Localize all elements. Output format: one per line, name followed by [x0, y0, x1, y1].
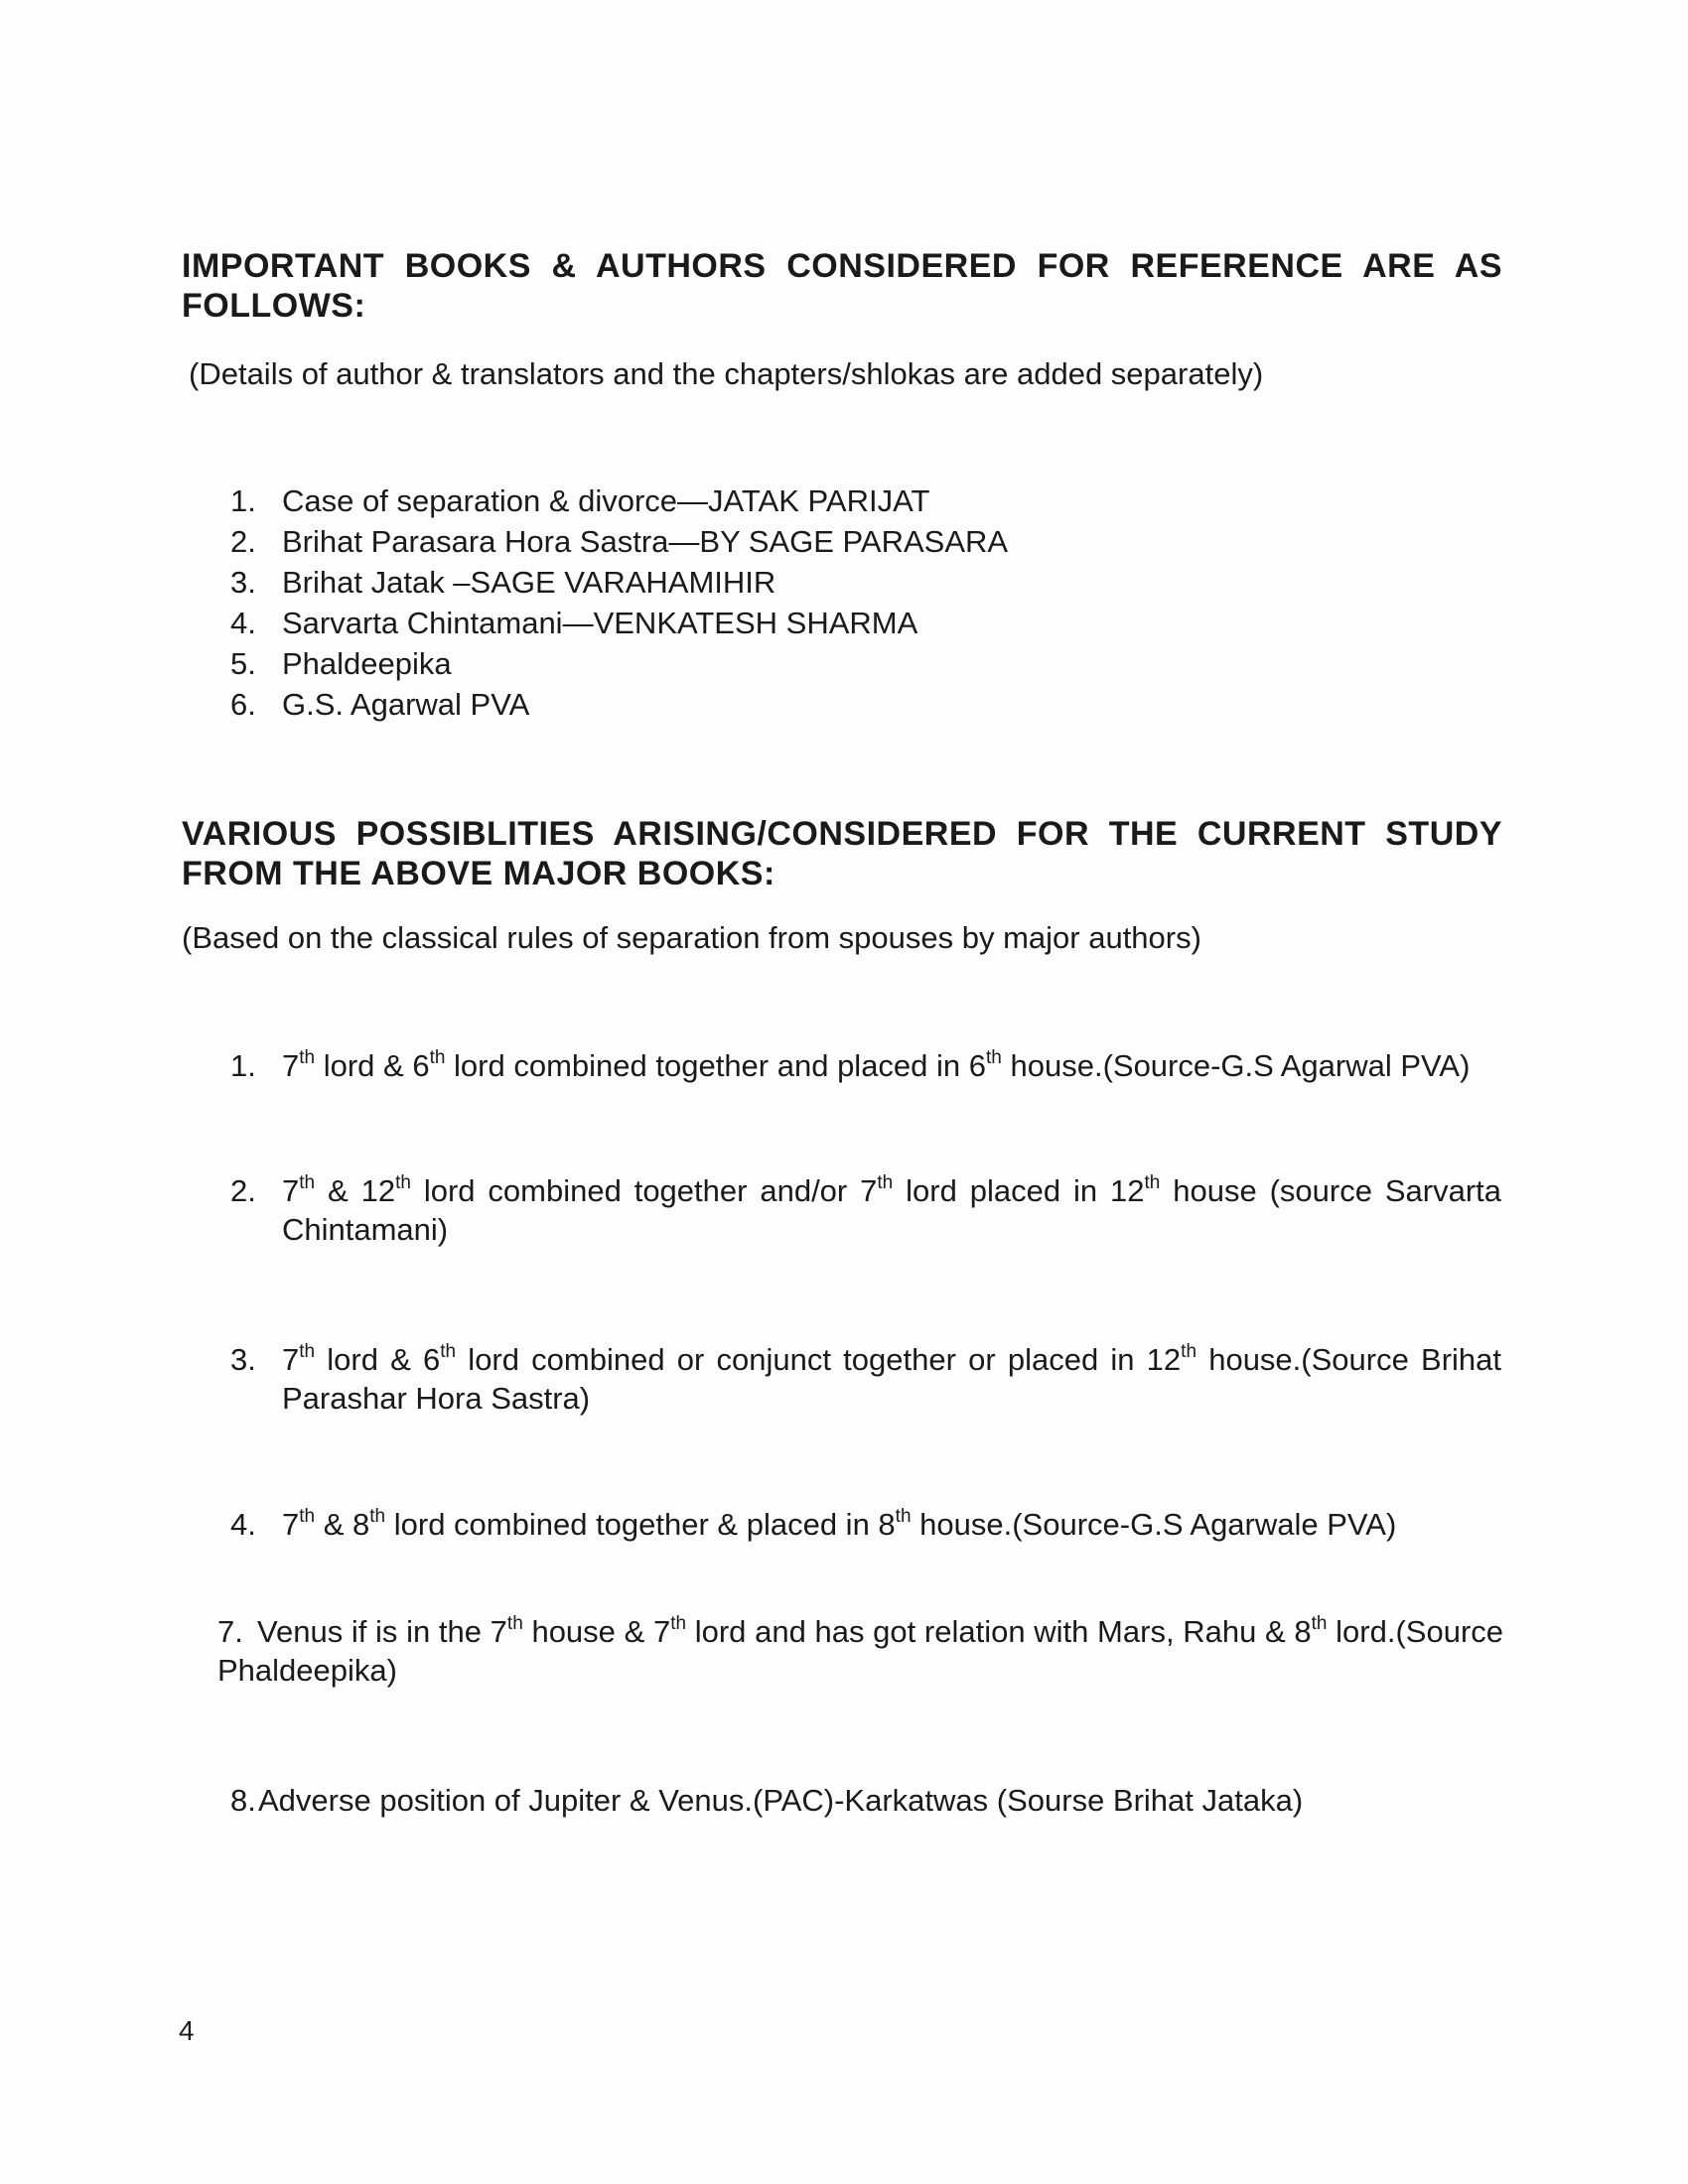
- rule-text: [282, 1171, 1501, 1249]
- list-item: 5. Phaldeepika: [230, 643, 1008, 684]
- section1-heading: IMPORTANT BOOKS & AUTHORS CONSIDERED FOR REFERENCE ARE AS FOLLOWS:: [182, 247, 1502, 325]
- page-number: 4: [179, 2015, 195, 2046]
- rule-text: [217, 1612, 1503, 1690]
- rule-text-segment: 7: [282, 1173, 300, 1208]
- rule-number: 1.: [230, 1048, 256, 1083]
- ordinal-suffix: th: [1181, 1340, 1197, 1362]
- list-item: 6. G.S. Agarwal PVA: [230, 684, 1008, 725]
- rule-text-segment: house & 7: [522, 1614, 671, 1649]
- rule-text-segment: lord combined or conjunct together or placed in 12: [456, 1342, 1182, 1377]
- ordinal-suffix: th: [670, 1612, 687, 1634]
- ordinal-suffix: th: [440, 1340, 457, 1362]
- rule-text-segment: house (source Sarvarta Chintamani): [282, 1173, 1502, 1247]
- ordinal-suffix: th: [1311, 1612, 1328, 1634]
- book-title: G.S. Agarwal PVA: [282, 687, 530, 722]
- rule-text-segment: house.(Source Brihat Parashar Hora Sastra): [282, 1342, 1501, 1416]
- rule-text: [258, 1781, 1501, 1820]
- ordinal-suffix: th: [395, 1171, 411, 1193]
- ordinal-suffix: th: [369, 1505, 386, 1527]
- book-title: Brihat Parasara Hora Sastra—BY SAGE PARASARA: [282, 524, 1009, 559]
- ordinal-suffix: th: [429, 1046, 446, 1068]
- rule-text-segment: Adverse position of Jupiter & Venus.(PAC)-Karkatwas (Sourse Brihat Jataka): [258, 1783, 1304, 1818]
- ordinal-suffix: th: [895, 1505, 912, 1527]
- book-list: [230, 480, 1008, 725]
- book-title: Sarvarta Chintamani—VENKATESH SHARMA: [282, 606, 918, 640]
- ordinal-suffix: th: [877, 1171, 894, 1193]
- section2-note: (Based on the classical rules of separation from spouses by major authors): [182, 920, 1201, 955]
- rule-text: [282, 1340, 1501, 1418]
- rule-text-segment: Venus if is in the 7: [257, 1614, 507, 1649]
- list-item: 1. Case of separation & divorce—JATAK PARIJAT: [230, 480, 1008, 521]
- rule-text-segment: lord combined together and/or 7: [410, 1173, 878, 1208]
- ordinal-suffix: th: [506, 1612, 523, 1634]
- rule-text-segment: lord & 6: [315, 1048, 430, 1083]
- ordinal-suffix: th: [299, 1046, 316, 1068]
- list-item: 4. Sarvarta Chintamani—VENKATESH SHARMA: [230, 603, 1008, 643]
- rule-text-segment: lord combined together and placed in 6: [445, 1048, 987, 1083]
- rule-text-segment: lord and has got relation with Mars, Rahu & 8: [686, 1614, 1312, 1649]
- rule-text-segment: lord & 6: [315, 1342, 441, 1377]
- section2-heading: VARIOUS POSSIBLITIES ARISING/CONSIDERED FOR THE CURRENT STUDY FROM THE ABOVE MAJOR BOOKS:: [182, 815, 1502, 892]
- list-item: 3. Brihat Jatak –SAGE VARAHAMIHIR: [230, 562, 1008, 603]
- rule-text-segment: lord.(Source Phaldeepika): [217, 1614, 1504, 1688]
- rule-number: 8.: [230, 1783, 256, 1818]
- rule-text: [282, 1505, 1521, 1544]
- rule-text-segment: 7: [282, 1507, 300, 1542]
- ordinal-suffix: th: [1144, 1171, 1161, 1193]
- rule-text-segment: lord placed in 12: [893, 1173, 1145, 1208]
- section1-note: (Details of author & translators and the chapters/shlokas are added separately): [189, 356, 1264, 391]
- book-title: Phaldeepika: [282, 646, 452, 681]
- rule-text: [282, 1046, 1501, 1085]
- rule-text-segment: house.(Source-G.S Agarwal PVA): [1001, 1048, 1471, 1083]
- rule-number: 7.: [217, 1614, 243, 1649]
- rule-text-segment: & 8: [315, 1507, 370, 1542]
- rule-text-segment: 7: [282, 1048, 300, 1083]
- rule-text-segment: 7: [282, 1342, 300, 1377]
- list-item: 2. Brihat Parasara Hora Sastra—BY SAGE PARASARA: [230, 521, 1008, 562]
- rule-text-segment: house.(Source-G.S Agarwale PVA): [911, 1507, 1397, 1542]
- rule-text-segment: & 12: [315, 1173, 396, 1208]
- rule-number: 4.: [230, 1507, 256, 1542]
- rule-number: 2.: [230, 1173, 256, 1208]
- ordinal-suffix: th: [986, 1046, 1002, 1068]
- ordinal-suffix: th: [299, 1505, 316, 1527]
- ordinal-suffix: th: [299, 1171, 316, 1193]
- ordinal-suffix: th: [299, 1340, 316, 1362]
- rule-text-segment: lord combined together & placed in 8: [385, 1507, 896, 1542]
- book-title: Brihat Jatak –SAGE VARAHAMIHIR: [282, 565, 776, 600]
- rule-number: 3.: [230, 1342, 256, 1377]
- book-title: Case of separation & divorce—JATAK PARIJAT: [282, 483, 930, 518]
